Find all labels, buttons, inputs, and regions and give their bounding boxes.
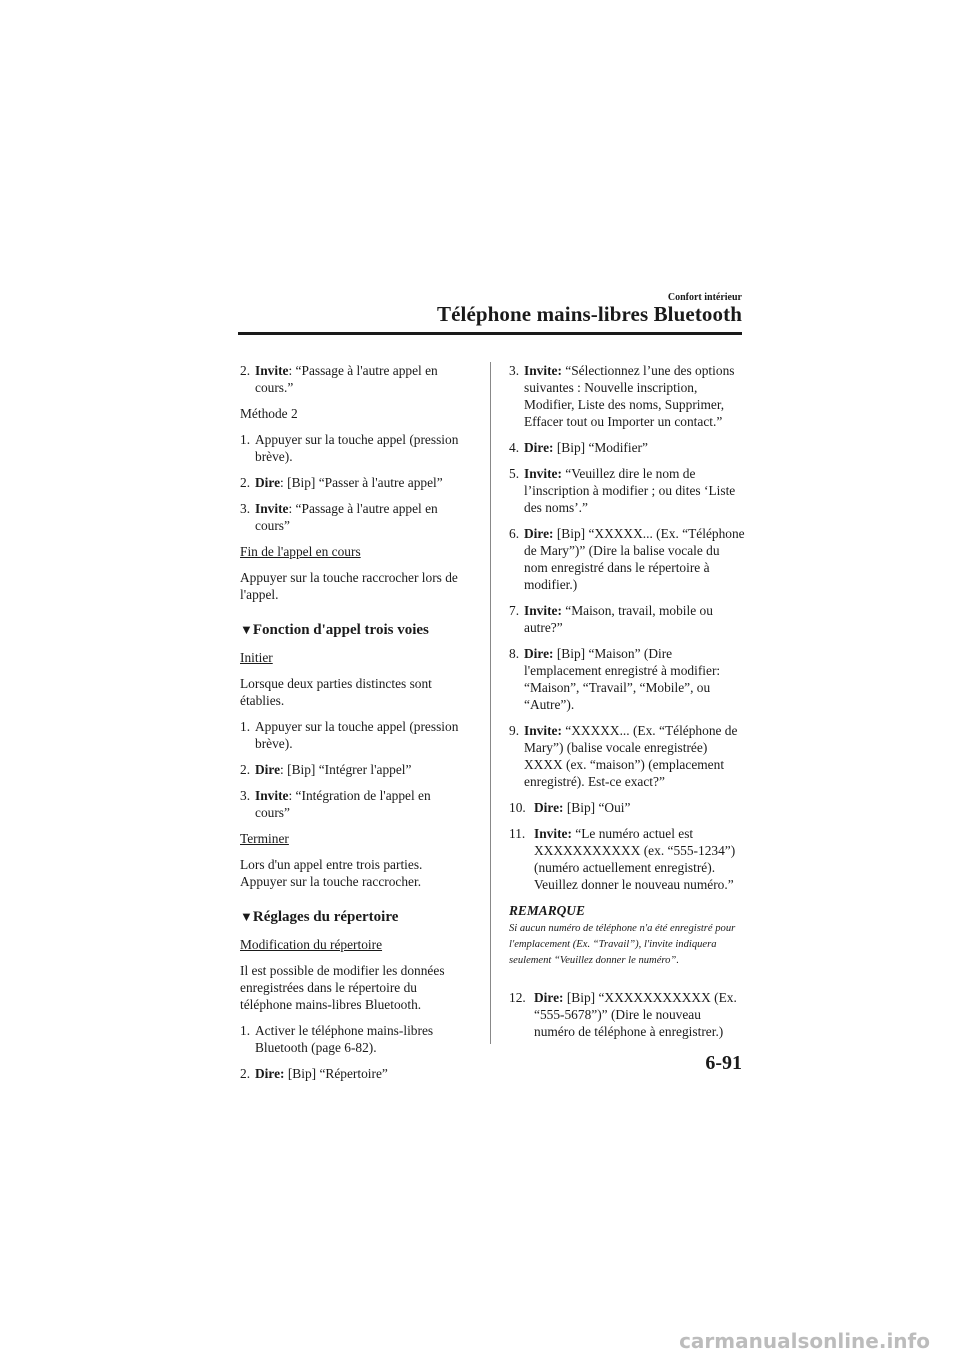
paragraph: Lors d'un appel entre trois parties. Appuyer sur la touche raccrocher. [240, 857, 423, 889]
list-item: 1. Activer le téléphone mains-libres Bluetooth (page 6-82). [240, 1023, 434, 1055]
triangle-down-icon: ▼ [240, 622, 253, 637]
note-body: Si aucun numéro de téléphone n'a été enregistré pour l'emplacement (Ex. “Travail”), l'invite indiquera seulement “Veuillez donner le numéro”. [509, 923, 736, 966]
right-column [509, 362, 745, 1049]
list-item: 11. Invite: “Le numéro actuel est XXXXXXXXXXX (ex. “555-1234”) (numéro actuellement enregistré). Veuillez donner le nouveau numéro.” [509, 826, 736, 892]
list-item: 5. Invite: “Veuillez dire le nom de l’inscription à modifier ; ou dites ‘Liste des noms’.” [509, 466, 736, 515]
paragraph: Lorsque deux parties distinctes sont établies. [240, 676, 432, 708]
list-item: 3. Invite: “Passage à l'autre appel en cours” [240, 501, 438, 533]
subsection-title: Modification du répertoire [240, 937, 383, 952]
list-item: 12. Dire: [Bip] “XXXXXXXXXXX (Ex. “555-5678”)” (Dire le nouveau numéro de téléphone à enregistrer.) [509, 990, 737, 1039]
method-label: Méthode 2 [240, 406, 298, 421]
triangle-down-icon: ▼ [240, 909, 253, 924]
list-item: 1. Appuyer sur la touche appel (pression brève). [240, 432, 459, 464]
list-item: 8. Dire: [Bip] “Maison” (Dire l'emplacement enregistré à modifier: “Maison”, “Travail”, “Mobile”, ou “Autre”). [509, 646, 721, 712]
paragraph: Appuyer sur la touche raccrocher lors de l'appel. [240, 570, 458, 602]
list-item: 1. Appuyer sur la touche appel (pression brève). [240, 719, 459, 751]
list-item: 9. Invite: “XXXXX... (Ex. “Téléphone de Mary”) (balise vocale enregistrée) XXXX (ex. “maison”) (emplacement enregistré). Est-ce exact?” [509, 723, 738, 789]
column-divider [490, 362, 491, 1044]
page-number: 6-91 [705, 1052, 742, 1074]
list-item: 2. Dire: [Bip] “Répertoire” [240, 1066, 388, 1081]
section-heading: ▼Fonction d'appel trois voies [240, 622, 429, 638]
list-item: 6. Dire: [Bip] “XXXXX... (Ex. “Téléphone de Mary”)” (Dire la balise vocale du nom enregistré dans le répertoire à modifier.) [509, 526, 745, 592]
list-item: 10. Dire: [Bip] “Oui” [509, 800, 631, 815]
header-section: Confort intérieur [667, 292, 742, 303]
watermark: carmanualsonline.info [679, 1329, 930, 1353]
list-item: 3. Invite: “Sélectionnez l’une des options suivantes : Nouvelle inscription, Modifier, Liste des noms, Supprimer, Effacer tout ou Importer un contact.” [509, 363, 735, 429]
note-title: REMARQUE [509, 903, 585, 918]
header-rule [238, 332, 742, 335]
subsection-title: Initier [240, 650, 273, 665]
subsection-title: Fin de l'appel en cours [240, 544, 361, 559]
list-item: 2. Dire: [Bip] “Intégrer l'appel” [240, 762, 412, 777]
list-item: 2. Dire: [Bip] “Passer à l'autre appel” [240, 475, 443, 490]
paragraph: Il est possible de modifier les données enregistrées dans le répertoire du téléphone mains-libres Bluetooth. [240, 963, 445, 1012]
list-item: 2. Invite: “Passage à l'autre appel en cours.” [240, 363, 438, 395]
subsection-title: Terminer [240, 831, 289, 846]
section-heading: ▼Réglages du répertoire [240, 909, 399, 925]
list-item: 4. Dire: [Bip] “Modifier” [509, 440, 648, 455]
page-title: Téléphone mains-libres Bluetooth [436, 302, 742, 326]
list-item: 3. Invite: “Intégration de l'appel en cours” [240, 788, 431, 820]
list-item: 7. Invite: “Maison, travail, mobile ou autre?” [509, 603, 713, 635]
left-column [240, 362, 468, 1091]
